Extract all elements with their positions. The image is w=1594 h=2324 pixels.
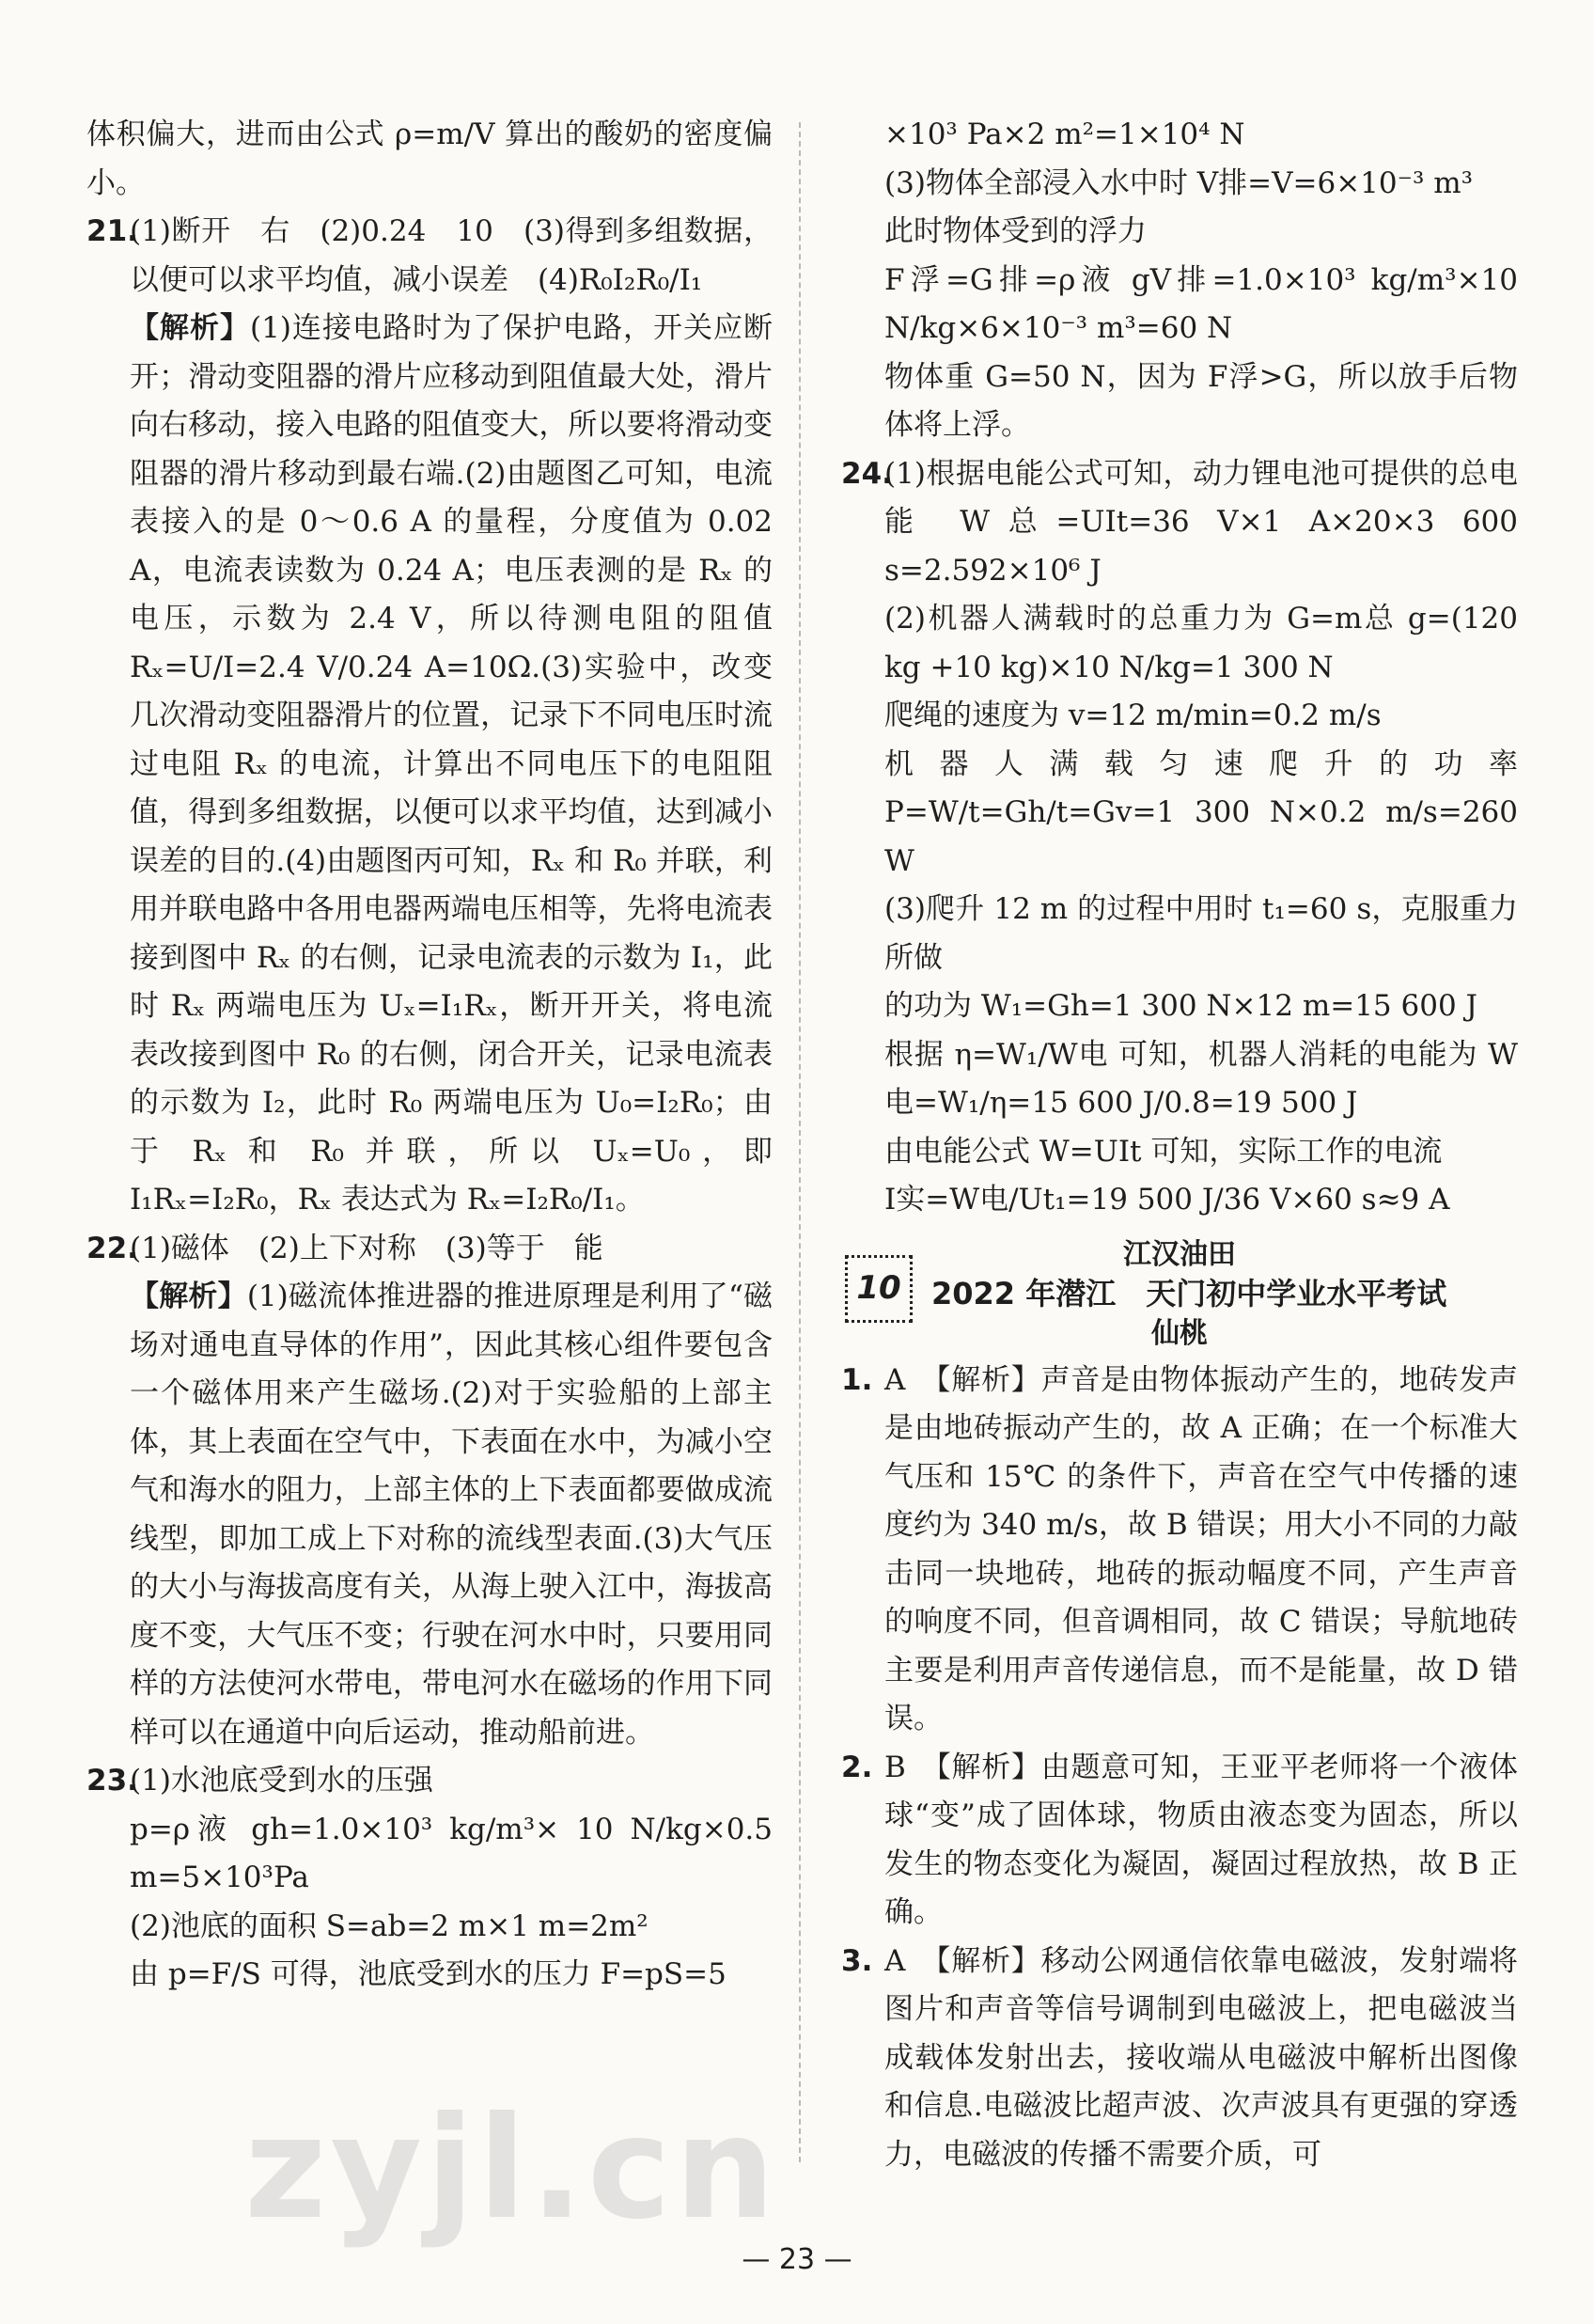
q23-line1-text: (1)水池底受到水的压强 — [130, 1764, 433, 1798]
q23-cont-line5: 物体重 G=50 N，因为 F浮>G，所以放手后物体将上浮。 — [884, 359, 1518, 442]
answer-1 — [841, 1357, 1518, 1744]
q22-number: 22. — [86, 1231, 138, 1265]
q23-line4: 由 p=F/S 可得，池底受到水的压力 F=pS=5 — [130, 1957, 727, 1991]
q23-cont-line3: 此时物体受到的浮力 — [884, 214, 1147, 248]
q24-line4: 机器人满载匀速爬升的功率 P=W/t=Gh/t=Gv=1 300 N×0.2 m/s=260 W — [884, 746, 1518, 878]
answer-3 — [841, 1938, 1518, 2180]
answer-2-number: 2. — [841, 1750, 873, 1784]
q23-cont-line2: (3)物体全部浸入水中时 V排=V=6×10⁻³ m³ — [884, 165, 1474, 200]
q23-cont-line4: F浮=G排=ρ液 gV排=1.0×10³ kg/m³×10 N/kg×6×10⁻³ m³=60 N — [884, 262, 1518, 345]
q21-number: 21. — [86, 214, 138, 248]
q23-cont-line1: ×10³ Pa×2 m²=1×10⁴ N — [884, 118, 1245, 151]
page-number: — 23 — — [742, 2243, 852, 2276]
q24-line7: 根据 η=W₁/W电 可知，机器人消耗的电能为 W电=W₁/η=15 600 J/0.8=19 500 J — [884, 1037, 1518, 1120]
section-title-bottom: 仙桃 — [1151, 1316, 1208, 1350]
answer-3-text: A 【解析】移动公网通信依靠电磁波，发射端将图片和声音等信号调制到电磁波上，把电磁波当成载体发射出去，接收端从电磁波中解析出图像和信息.电磁波比超声波、次声波具有更强的穿透力，电磁波的传播不需要介质，可 — [884, 1943, 1518, 2172]
q24-line1 — [841, 450, 1518, 596]
q22-analysis — [86, 1273, 773, 1757]
q21-jiexi-text: (1)连接电路时为了保护电路，开关应断开；滑动变阻器的滑片应移动到阻值最大处，滑片向右移动，接入电路的阻值变大，所以要将滑动变阻器的滑片移动到最右端.(2)由题图乙可知，电流表接入的是 0～0.6 A 的量程，分度值为 0.02 A，电流表读数为 0.24 A；电压表测的是 Rₓ 的电压，示数为 2.4 V，所以待测电阻的阻值 Rₓ=U/I=2.4 V/0.24 A=10Ω.(3)实验中，改变几次滑动变阻器滑片的位置，记录下不同电压时流过电阻 Rₓ 的电流，计算出不同电压下的电阻阻值，得到多组数据，以便可以求平均值，达到减小误差的目的.(4)由题图丙可知，Rₓ 和 R₀ 并联，利用并联电路中各用电器两端电压相等，先将电流表接到图中 Rₓ 的右侧，记录电流表的示数为 I₁，此时 Rₓ 两端电压为 Uₓ=I₁Rₓ，断开开关，将电流表改接到图中 R₀ 的右侧，闭合开关，记录电流表的示数为 I₂，此时 R₀ 两端电压为 U₀=I₂R₀；由于 Rₓ 和 R₀ 并联，所以 Uₓ=U₀，即 I₁Rₓ=I₂R₀，Rₓ 表达式为 Rₓ=I₂R₀/I₁。 — [130, 311, 773, 1217]
right-column — [841, 111, 1518, 2179]
section-title-main: 2022 年潜江 天门初中学业水平考试 — [931, 1275, 1447, 1311]
q22-jiexi-label: 【解析】 — [130, 1280, 247, 1313]
left-column — [86, 111, 773, 2000]
section-number-badge: 10 — [845, 1255, 913, 1323]
q21-answer — [86, 208, 773, 305]
q23-line1 — [86, 1757, 773, 1806]
q24-line2: (2)机器人满载时的总重力为 G=m总 g=(120 kg +10 kg)×10 N/kg=1 300 N — [884, 602, 1518, 684]
q24-line8: 由电能公式 W=UIt 可知，实际工作的电流 — [884, 1134, 1443, 1169]
q22-jiexi-text: (1)磁流体推进器的推进原理是利用了“磁场对通电直导体的作用”，因此其核心组件要包含一个磁体用来产生磁场.(2)对于实验船的上部主体，其上表面在空气中，下表面在水中，为减小空气和海水的阻力，上部主体的上下表面都要做成流线型，即加工成上下对称的流线型表面.(3)大气压的大小与海拔高度有关，从海上驶入江中，海拔高度不变，大气压不变；行驶在河水中时，只要用同样的方法使河水带电，带电河水在磁场的作用下同样可以在通道中向后运动，推动船前进。 — [130, 1280, 773, 1750]
q23-line2: p=ρ液 gh=1.0×10³ kg/m³× 10 N/kg×0.5 m=5×10³Pa — [130, 1812, 773, 1894]
answer-1-text: A 【解析】声音是由物体振动产生的，地砖发声是由地砖振动产生的，故 A 正确；在一个标准大气压和 15℃ 的条件下，声音在空气中传播的速度约为 340 m/s，故 B 错误；用大小不同的力敲击同一块地砖，地砖的振动幅度不同，产生声音的响度不同，但音调相同，故 C 错误；导航地砖主要是利用声音传递信息，而不是能量，故 D 错误。 — [884, 1362, 1518, 1735]
q24-number: 24. — [841, 456, 893, 491]
q24-line3: 爬绳的速度为 v=12 m/min=0.2 m/s — [884, 699, 1382, 732]
q23-line3: (2)池底的面积 S=ab=2 m×1 m=2m² — [130, 1908, 649, 1943]
q23-number: 23. — [86, 1764, 138, 1798]
q24-line6: 的功为 W₁=Gh=1 300 N×12 m=15 600 J — [884, 989, 1477, 1023]
q21-answer-text: (1)断开 右 (2)0.24 10 (3)得到多组数据，以便可以求平均值，减小误差 (4)R₀I₂R₀/I₁ — [130, 214, 773, 297]
answer-2-text: B 【解析】由题意可知，王亚平老师将一个液体球“变”成了固体球，物质由液态变为固态，所以发生的物态变化为凝固，凝固过程放热，故 B 正确。 — [884, 1750, 1518, 1929]
column-divider — [799, 122, 801, 2162]
q22-answer — [86, 1225, 773, 1274]
answer-2 — [841, 1744, 1518, 1938]
q24-line5: (3)爬升 12 m 的过程中用时 t₁=60 s，克服重力所做 — [884, 892, 1518, 975]
watermark: zyjl.cn — [244, 2087, 779, 2251]
section-title-top: 江汉油田 — [1123, 1237, 1236, 1271]
q21-jiexi-label: 【解析】 — [130, 311, 251, 345]
q22-answer-text: (1)磁体 (2)上下对称 (3)等于 能 — [130, 1231, 603, 1265]
q20-tail: 体积偏大，进而由公式 ρ=m/V 算出的酸奶的密度偏小。 — [86, 118, 773, 200]
answer-3-number: 3. — [841, 1943, 873, 1978]
exam-section-header — [841, 1238, 1518, 1351]
q24-line1-text: (1)根据电能公式可知，动力锂电池可提供的总电能 W总=UIt=36 V×1 A×20×3 600 s=2.592×10⁶ J — [884, 456, 1518, 588]
answer-1-number: 1. — [841, 1362, 873, 1397]
q24-line9: I实=W电/Ut₁=19 500 J/36 V×60 s≈9 A — [884, 1183, 1450, 1217]
q21-analysis — [86, 305, 773, 1225]
